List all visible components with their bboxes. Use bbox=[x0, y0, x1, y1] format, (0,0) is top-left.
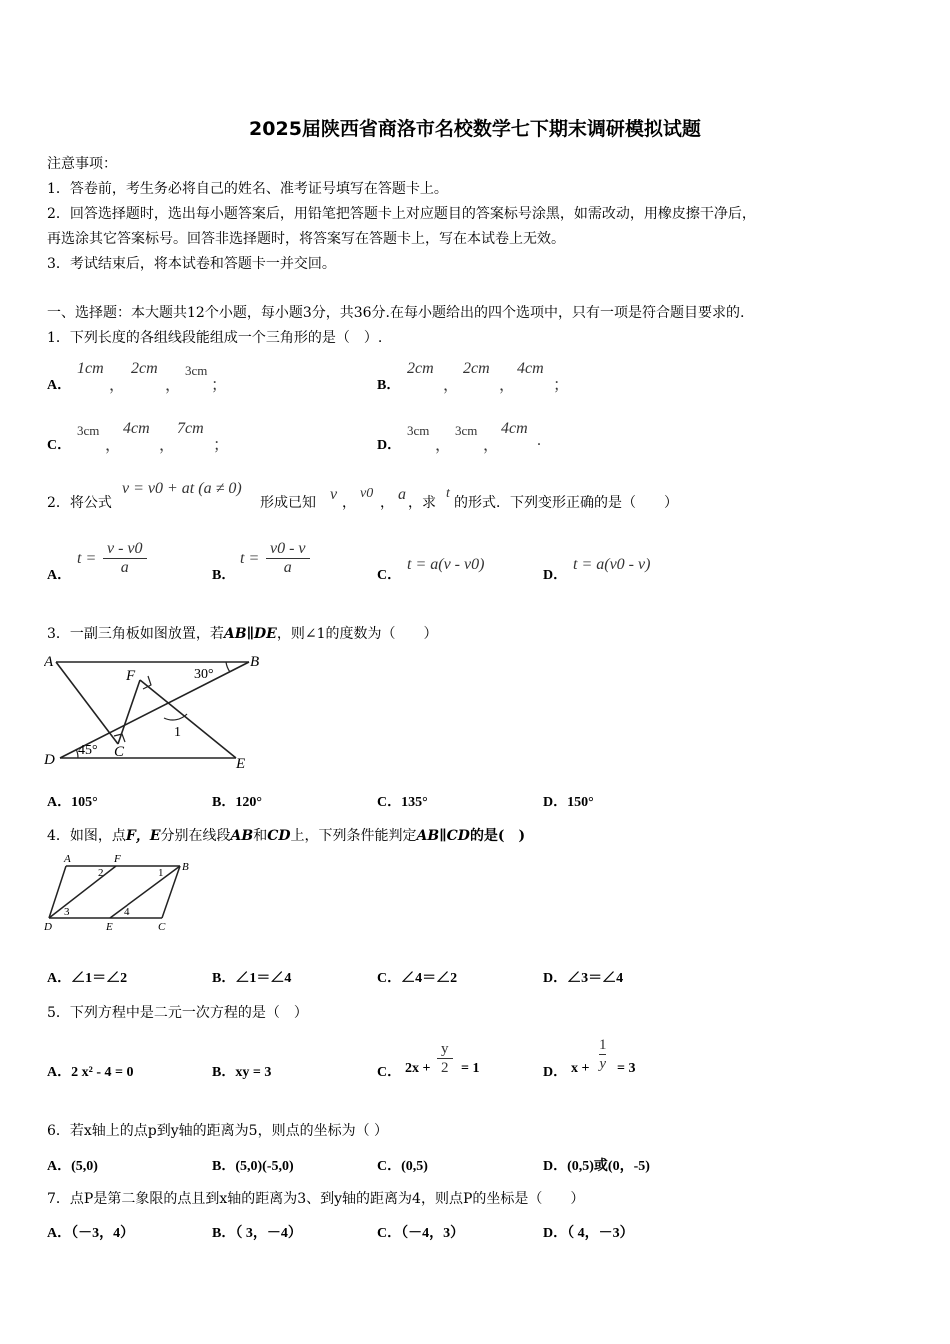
q2-known-a: a bbox=[398, 486, 406, 503]
q4-option-d[interactable]: D．∠3＝∠4 bbox=[543, 971, 624, 986]
math-lhs: t = bbox=[240, 550, 260, 567]
math-value: 1cm bbox=[77, 360, 104, 377]
q4-option-c[interactable]: C．∠4＝∠2 bbox=[377, 971, 458, 986]
q3-option-b[interactable]: B．120° bbox=[212, 795, 262, 810]
math-value: 2cm bbox=[463, 360, 490, 377]
q6-option-b[interactable]: B．(5,0)(-5,0) bbox=[212, 1159, 294, 1174]
separator: ， bbox=[105, 437, 122, 454]
q1-option-a[interactable] bbox=[47, 360, 228, 394]
line-bc bbox=[162, 866, 180, 918]
label-d: D bbox=[44, 752, 55, 768]
option-label: C． bbox=[377, 1065, 402, 1080]
q5-option-b[interactable] bbox=[212, 1061, 271, 1081]
option-label: D． bbox=[543, 1065, 568, 1080]
q4-option-b[interactable]: B．∠1＝∠4 bbox=[212, 971, 292, 986]
q4-figure bbox=[44, 850, 194, 934]
q2-t: t bbox=[446, 486, 450, 501]
separator: ， bbox=[483, 437, 500, 454]
q7-option-d[interactable]: D．（ 4，－3） bbox=[543, 1226, 634, 1241]
math-value: 4cm bbox=[501, 420, 528, 437]
note-item: 再选涂其它答案标号。回答非选择题时，将答案写在答题卡上，写在本试卷上无效。 bbox=[47, 231, 565, 247]
section-heading: 一、选择题：本大题共12个小题，每小题3分，共36分.在每小题给出的四个选项中，只有一项是符合题目要求的. bbox=[47, 305, 745, 321]
q6-stem: 6．若x轴上的点p到y轴的距离为5，则点的坐标为（ ） bbox=[47, 1123, 389, 1139]
option-label: D． bbox=[543, 568, 568, 583]
option-label: B． bbox=[377, 378, 401, 393]
angle-45: 45° bbox=[78, 743, 98, 758]
separator: ， bbox=[165, 377, 182, 394]
note-item: 3．考试结束后，将本试卷和答题卡一并交回。 bbox=[47, 256, 336, 272]
label-f: F bbox=[126, 668, 136, 684]
math-expr: t = a(v0 - v) bbox=[573, 556, 651, 573]
option-label: A． bbox=[47, 378, 72, 393]
math-expr: 2 x² - 4 = 0 bbox=[71, 1065, 134, 1080]
angle-1: 1 bbox=[174, 725, 181, 740]
math-value: 2cm bbox=[407, 360, 434, 377]
q2-stem-post2: 的形式．下列变形正确的是（ ） bbox=[454, 495, 678, 511]
q3-option-d[interactable]: D．150° bbox=[543, 795, 594, 810]
q2-stem-mid: 形成已知 bbox=[260, 495, 316, 511]
math-value: 3cm bbox=[455, 423, 478, 438]
option-label: A． bbox=[47, 568, 72, 583]
q1-option-d[interactable] bbox=[377, 420, 541, 454]
note-item: 1．答卷前，考生务必将自己的姓名、准考证号填写在答题卡上。 bbox=[47, 181, 448, 197]
q3-option-c[interactable]: C．135° bbox=[377, 795, 428, 810]
q7-stem: 7．点P是第二象限的点且到x轴的距离为3、到y轴的距离为4，则点P的坐标是（ ） bbox=[47, 1191, 585, 1207]
label-b: B bbox=[250, 654, 260, 670]
label-b: B bbox=[182, 861, 189, 873]
q2-stem-pre: 2．将公式 bbox=[47, 495, 112, 511]
math-lhs: t = bbox=[77, 550, 97, 567]
math-expr: t = a(v - v0) bbox=[407, 556, 485, 573]
q3-figure bbox=[44, 650, 274, 772]
q2-stem-post1: ，求 bbox=[408, 495, 436, 511]
fraction: $\frac{1}{y}$ bbox=[599, 1037, 607, 1072]
q2-known-v0: v0 bbox=[360, 486, 374, 501]
label-d: D bbox=[44, 921, 52, 933]
q5-stem: 5．下列方程中是二元一次方程的是（ ） bbox=[47, 1005, 308, 1021]
separator: ； bbox=[213, 437, 230, 454]
q7-option-b[interactable]: B．（ 3，－4） bbox=[212, 1226, 302, 1241]
separator: ， bbox=[435, 437, 452, 454]
math-value: 2cm bbox=[131, 360, 158, 377]
line-fd bbox=[49, 866, 116, 918]
separator: ； bbox=[211, 377, 228, 394]
q6-option-d[interactable]: D．(0,5)或(0，-5) bbox=[543, 1159, 650, 1174]
line-fe bbox=[140, 680, 236, 758]
separator: ， bbox=[443, 377, 460, 394]
option-label: C． bbox=[47, 438, 72, 453]
label-e: E bbox=[236, 756, 246, 772]
notes-heading: 注意事项： bbox=[47, 156, 117, 172]
math-post: = 3 bbox=[617, 1061, 636, 1076]
fraction: $\frac{v - v0}{a}$ bbox=[103, 540, 147, 577]
separator: ， bbox=[499, 377, 516, 394]
math-value: 3cm bbox=[77, 423, 100, 438]
q6-option-a[interactable]: A．(5,0) bbox=[47, 1159, 98, 1174]
q3-stem: 3．一副三角板如图放置，若AB∥DE，则∠1的度数为（ ） bbox=[47, 626, 438, 642]
q5-option-a[interactable] bbox=[47, 1061, 133, 1081]
option-label: B． bbox=[212, 1065, 236, 1080]
q6-option-c[interactable]: C．(0,5) bbox=[377, 1159, 428, 1174]
math-pre: x + bbox=[571, 1061, 590, 1076]
label-c: C bbox=[158, 921, 166, 933]
label-a: A bbox=[44, 654, 54, 670]
angle-1: 1 bbox=[158, 867, 164, 879]
label-e: E bbox=[106, 921, 113, 933]
q4-stem: 4．如图，点F，E分别在线段AB和CD上，下列条件能判定AB∥CD的是( ) bbox=[47, 828, 526, 844]
math-value: 3cm bbox=[407, 423, 430, 438]
q7-option-c[interactable]: C．（－4，3） bbox=[377, 1226, 465, 1241]
fraction: $\frac{y}{2}$ bbox=[437, 1040, 453, 1077]
q4-option-a[interactable]: A．∠1＝∠2 bbox=[47, 971, 128, 986]
angle-3: 3 bbox=[64, 906, 70, 918]
note-item: 2．回答选择题时，选出每小题答案后，用铅笔把答题卡上对应题目的答案标号涂黑，如需改动，用橡皮擦干净后， bbox=[47, 206, 756, 222]
angle-4: 4 bbox=[124, 906, 130, 918]
separator: ， bbox=[159, 437, 176, 454]
label-f: F bbox=[114, 853, 121, 865]
math-value: 7cm bbox=[177, 420, 204, 437]
math-expr: xy = 3 bbox=[235, 1065, 272, 1080]
math-pre: 2x + bbox=[405, 1061, 431, 1076]
q2-formula: v = v0 + at (a ≠ 0) bbox=[122, 480, 242, 497]
option-label: D． bbox=[377, 438, 402, 453]
math-value: 4cm bbox=[123, 420, 150, 437]
label-a: A bbox=[64, 853, 71, 865]
math-value: 3cm bbox=[185, 363, 208, 378]
q2-known-v: v bbox=[330, 486, 338, 503]
q1-option-b[interactable] bbox=[377, 360, 570, 394]
q1-stem: 1．下列长度的各组线段能组成一个三角形的是（ ）. bbox=[47, 330, 383, 346]
fraction: $\frac{v0 - v}{a}$ bbox=[266, 540, 310, 577]
option-label: B． bbox=[212, 568, 236, 583]
q7-option-a[interactable]: A．（－3，4） bbox=[47, 1226, 135, 1241]
angle-2: 2 bbox=[98, 867, 104, 879]
math-post: = 1 bbox=[461, 1061, 480, 1076]
option-label: A． bbox=[47, 1065, 72, 1080]
separator: ， bbox=[109, 377, 126, 394]
q3-option-a[interactable]: A．105° bbox=[47, 795, 98, 810]
q3-condition: AB∥DE bbox=[223, 626, 277, 642]
q1-option-c[interactable] bbox=[47, 420, 230, 454]
line-be bbox=[110, 866, 180, 918]
angle-30: 30° bbox=[194, 667, 214, 682]
line-ac bbox=[56, 662, 118, 744]
separator: ； bbox=[553, 377, 570, 394]
math-value: 4cm bbox=[517, 360, 544, 377]
option-label: C． bbox=[377, 568, 402, 583]
label-c: C bbox=[114, 744, 125, 760]
page-title: 2025届陕西省商洛市名校数学七下期末调研模拟试题 bbox=[249, 118, 701, 140]
separator: . bbox=[537, 432, 541, 449]
